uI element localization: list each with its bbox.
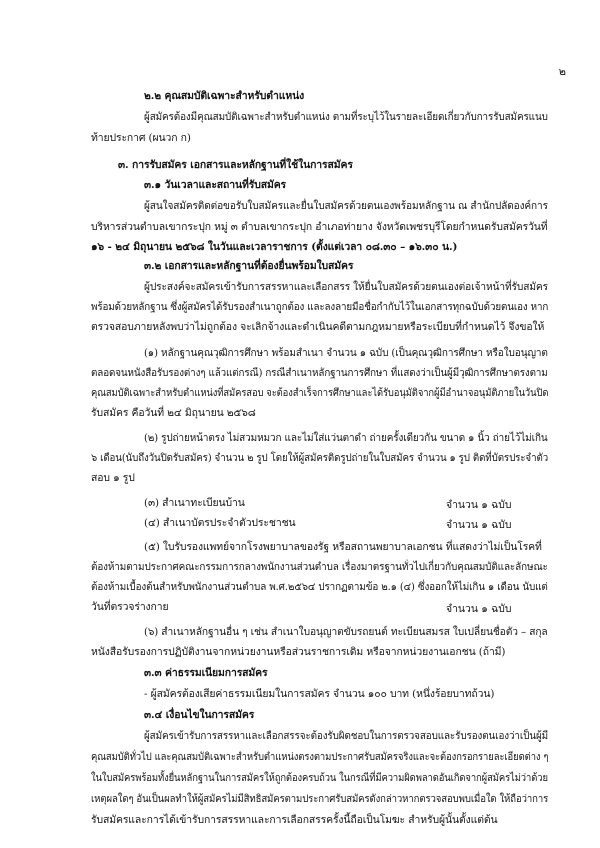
section-3-4-line: รับสมัครและการได้เข้ารับการสรรหาและการเลือกสรรครั้งนี้ถือเป็นโมฆะ สำหรับผู้นั้นตั้งแต่ต้น — [91, 814, 498, 826]
section-3-4-heading: ๓.๔ เงื่อนไขในการสมัคร — [144, 709, 255, 721]
item-5-count: จำนวน ๑ ฉบับ — [446, 603, 512, 615]
item-2-line: ๖ เดือน(นับถึงวันปิดรับสมัคร) จำนวน ๒ รูป โดยให้ผู้สมัครติดรูปถ่ายในใบสมัคร จำนวน ๑ รูป ติดที่บัตรประจำตัว — [91, 452, 549, 464]
item-5-line: (๕) ใบรับรองแพทย์จากโรงพยาบาลของรัฐ หรือสถานพยาบาลเอกชน ที่แสดงว่าไม่เป็นโรคที่ — [144, 541, 542, 553]
item-2-line: สอบ ๑ รูป — [91, 472, 135, 484]
section-3-4-line: เหตุผลใดๆ อันเป็นผลทำให้ผู้สมัครไม่มีสิทธิสมัครตามประกาศรับสมัครดังกล่าวหากตรวจสอบพบเมื่อใด ให้ถือว่าการ — [91, 793, 549, 805]
section-3-2-intro: พร้อมด้วยหลักฐาน ซึ่งผู้สมัครได้รับรองสำเนาถูกต้อง และลงลายมือชื่อกำกับไว้ในเอกสารทุกฉบับด้วยตนเอง หาก — [91, 301, 549, 313]
section-3-1-line: บริหารส่วนตำบลเขากระปุก หมู่ ๓ ตำบลเขากระปุก อำเภอท่ายาง จังหวัดเพชรบุรีโดยกำหนดรับสมัครวันที่ — [91, 221, 548, 233]
item-1-line: รับสมัคร คือวันที่ ๒๔ มิถุนายน ๒๕๖๘ — [91, 407, 256, 419]
section-3-1-dates: ๑๖ - ๒๔ มิถุนายน ๒๕๖๘ ในวันและเวลาราชการ (ตั้งแต่เวลา ๐๘.๓๐ – ๑๖.๓๐ น.) — [91, 241, 458, 253]
section-2-2-line: ผู้สมัครต้องมีคุณสมบัติเฉพาะสำหรับตำแหน่ง ตามที่ระบุไว้ในรายละเอียดเกี่ยวกับการรับสมัครแนบ — [144, 111, 548, 123]
item-6-line: หนังสือรับรองการปฏิบัติงานจากหน่วยงานหรือส่วนราชการเดิม หรือจากหน่วยงานเอกชน (ถ้ามี) — [91, 646, 506, 658]
item-1-line: (๑) หลักฐานคุณวุฒิการศึกษา พร้อมสำเนา จำนวน ๑ ฉบับ (เป็นคุณวุฒิการศึกษา หรือใบอนุญาต — [144, 347, 548, 359]
item-6-line: (๖) สำเนาหลักฐานอื่น ๆ เช่น สำเนาใบอนุญาตขับรถยนต์ ทะเบียนสมรส ใบเปลี่ยนชื่อตัว – สกุล — [144, 626, 548, 638]
item-4-count: จำนวน ๑ ฉบับ — [446, 519, 512, 531]
section-3-2-heading: ๓.๒ เอกสารและหลักฐานที่ต้องยื่นพร้อมใบสมัคร — [144, 260, 354, 272]
section-2-2-heading: ๒.๒ คุณสมบัติเฉพาะสำหรับตำแหน่ง — [144, 90, 305, 102]
section-3-2-intro: ผู้ประสงค์จะสมัครเข้ารับการสรรหาและเลือกสรร ให้ยื่นใบสมัครด้วยตนเองต่อเจ้าหน้าที่รับสมัคร — [144, 281, 548, 293]
section-3-4-line: คุณสมบัติทั่วไป และคุณสมบัติเฉพาะสำหรับตำแหน่งตรงตามประกาศรับสมัครจริงและจะต้องกรอกรายละเอียดต่าง ๆ — [91, 751, 549, 763]
section-3-heading: ๓. การรับสมัคร เอกสารและหลักฐานที่ใช้ในการสมัคร — [118, 159, 353, 171]
item-5-line: ต้องห้ามเบื้องต้นสำหรับพนักงานส่วนตำบล พ.ศ.๒๕๖๔ ปรากฏตามข้อ ๒.๑ (๔) ซึ่งออกให้ไม่เกิน ๑ เดือน นับแต่ — [91, 581, 548, 593]
section-3-1-line: ผู้สนใจสมัครติดต่อขอรับใบสมัครและยื่นใบสมัครด้วยตนเองพร้อมหลักฐาน ณ สำนักปลัดองค์การ — [144, 200, 548, 212]
page-number: ๒ — [558, 65, 566, 78]
item-1-line: ตลอดจนหนังสือรับรองต่างๆ แล้วแต่กรณี) กรณีสำเนาหลักฐานการศึกษา ที่แสดงว่าเป็นผู้มีวุฒิการศึกษาตรงตาม — [91, 367, 548, 379]
section-3-3-line: - ผู้สมัครต้องเสียค่าธรรมเนียมในการสมัคร จำนวน ๑๐๐ บาท (หนึ่งร้อยบาทถ้วน) — [144, 688, 495, 700]
section-3-3-heading: ๓.๓ ค่าธรรมเนียมการสมัคร — [144, 667, 268, 679]
item-5-line: ต้องห้ามตามประกาศคณะกรรมการกลางพนักงานส่วนตำบล เรื่องมาตรฐานทั่วไปเกี่ยวกับคุณสมบัติและลักษณะ — [91, 561, 548, 573]
section-3-1-heading: ๓.๑ วันเวลาและสถานที่รับสมัคร — [144, 179, 287, 191]
item-2-line: (๒) รูปถ่ายหน้าตรง ไม่สวมหมวก และไม่ใส่แว่นตาดำ ถ่ายครั้งเดียวกัน ขนาด ๑ นิ้ว ถ่ายไว้ไม่เกิน — [144, 432, 548, 444]
section-3-2-intro: ตรวจสอบภายหลังพบว่าไม่ถูกต้อง จะเลิกจ้างและดำเนินคดีตามกฎหมายหรือระเบียบที่กำหนดไว้ จึงขอให้ — [91, 321, 545, 333]
section-3-4-line: ในใบสมัครพร้อมทั้งยื่นหลักฐานในการสมัครให้ถูกต้องครบถ้วน ในกรณีที่มีความผิดพลาดอันเกิดจากผู้สมัครไม่ว่าด้วย — [91, 772, 548, 784]
item-5-line: วันที่ตรวจร่างกาย — [91, 601, 169, 613]
section-3-4-line: ผู้สมัครเข้ารับการสรรหาและเลือกสรรจะต้องรับผิดชอบในการตรวจสอบและรับรองตนเองว่าเป็นผู้มี — [144, 730, 549, 742]
section-2-2-line: ท้ายประกาศ (ผนวก ก) — [91, 132, 191, 144]
item-1-line: คุณสมบัติเฉพาะสำหรับตำแหน่งที่สมัครสอบ จะต้องสำเร็จการศึกษาและได้รับอนุมัติจากผู้มีอำนาจอนุมัติภายในวันปิด — [91, 387, 549, 399]
item-4-label: (๔) สำเนาบัตรประจำตัวประชาชน — [144, 517, 296, 529]
item-3-label: (๓) สำเนาทะเบียนบ้าน — [144, 497, 245, 509]
item-3-count: จำนวน ๑ ฉบับ — [446, 499, 512, 511]
